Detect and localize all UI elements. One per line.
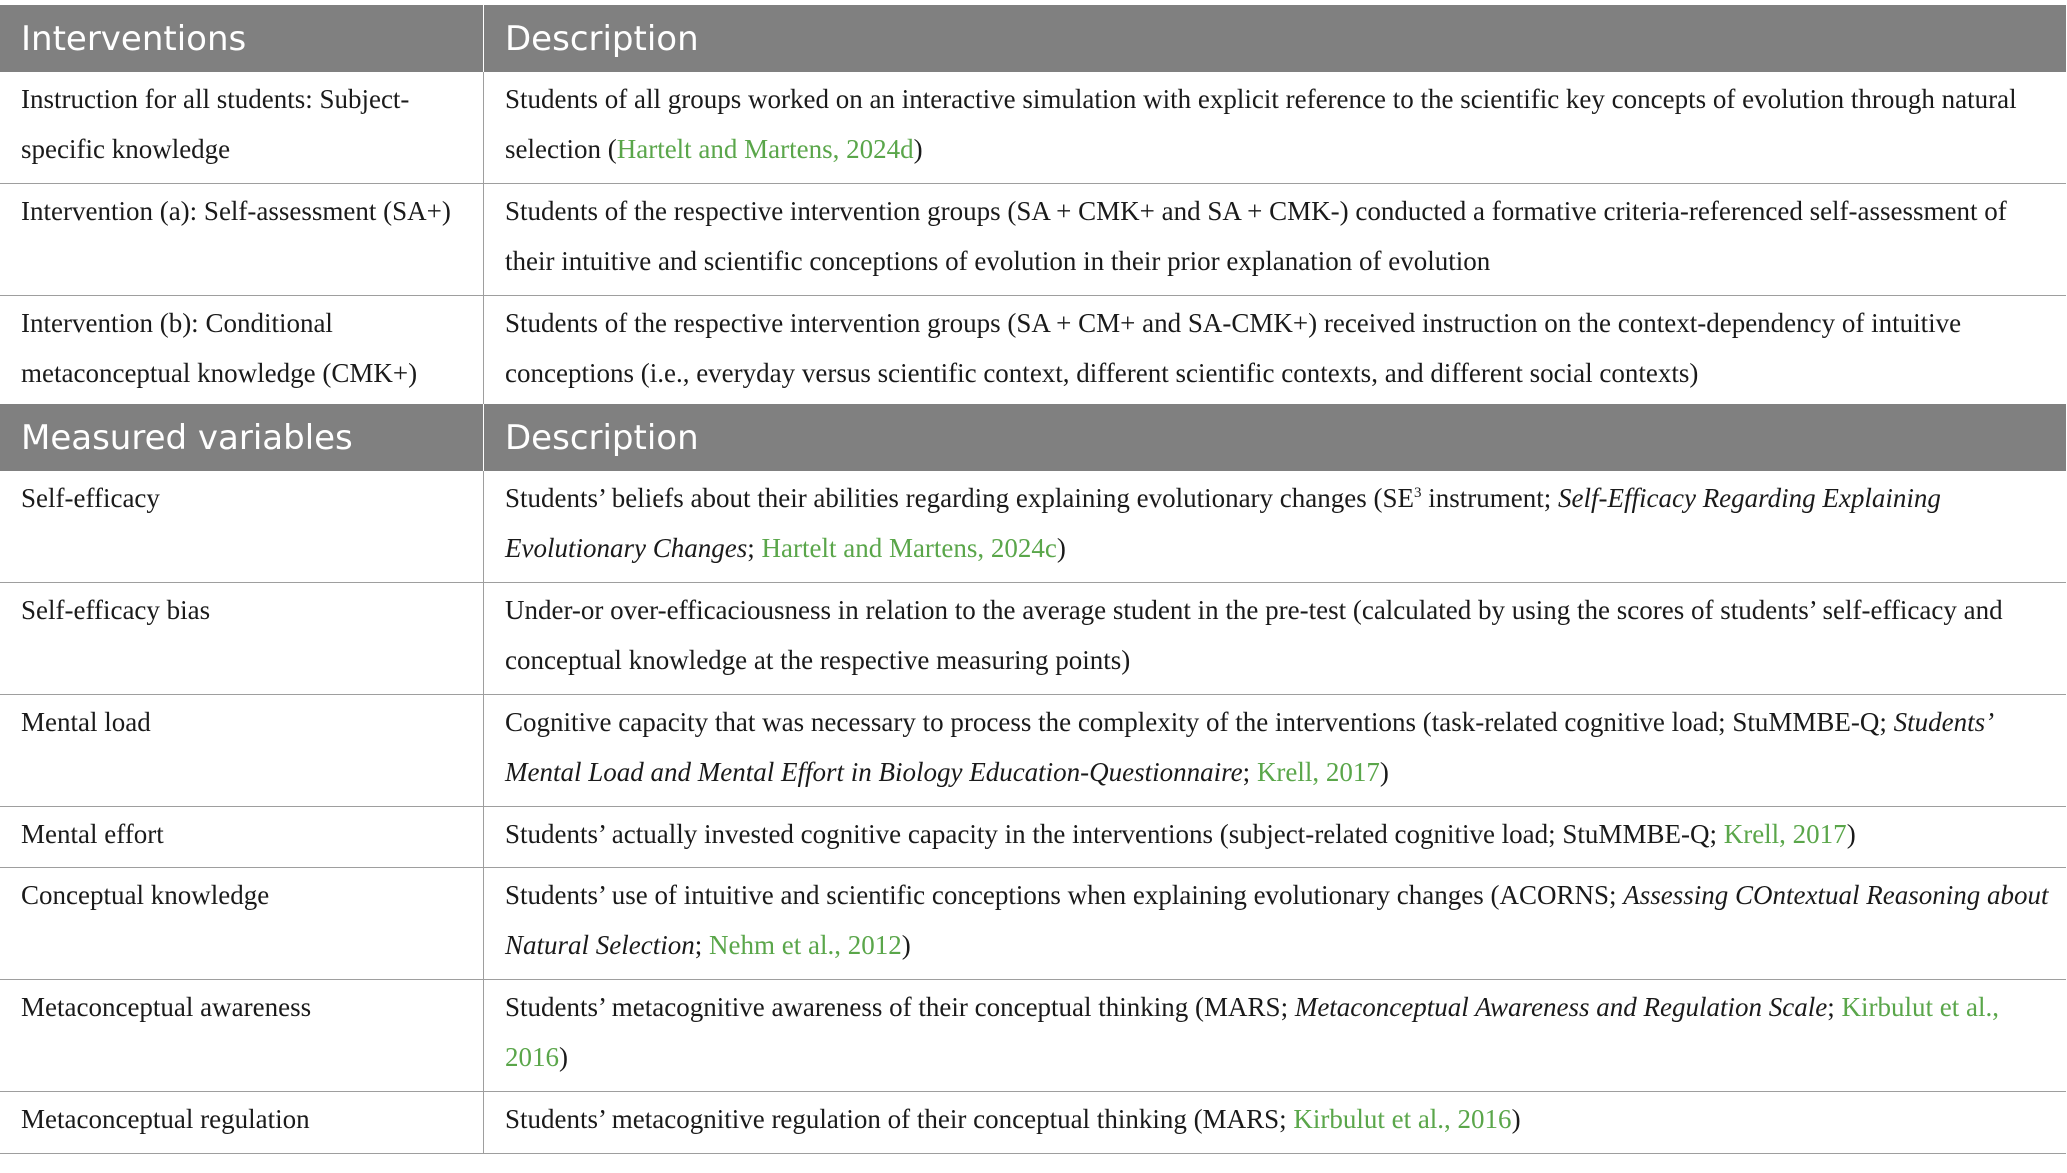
- table-row: [0, 980, 2066, 1092]
- row-description: [484, 807, 2066, 867]
- desc-text: Students’ beliefs about their abilities regarding explaining evolutionary changes (SE: [505, 483, 1415, 513]
- desc-text: Students of all groups worked on an interactive simulation with explicit reference to the scientific key concepts of evolution through natural selection (: [505, 84, 2017, 164]
- table-row: [0, 1092, 2066, 1154]
- instrument-name: Assessing COntextual Reasoning about Natural Selection: [505, 880, 2049, 960]
- row-label: Intervention (b): Conditional metaconceptual knowledge (CMK+): [0, 296, 484, 404]
- table-row: [0, 72, 2066, 184]
- table-row: [0, 184, 2066, 296]
- row-label: Self-efficacy bias: [0, 583, 484, 694]
- table-header-interventions: [0, 5, 2066, 72]
- desc-text-mid: instrument;: [1421, 483, 1559, 513]
- reference-link[interactable]: Hartelt and Martens, 2024d: [616, 134, 914, 164]
- superscript: 3: [1414, 485, 1422, 501]
- row-description: Under-or over-efficaciousness in relation to the average student in the pre-test (calculated by using the scores of students’ self-efficacy and conceptual knowledge at the respective measuring points): [505, 595, 2003, 675]
- reference-link[interactable]: Kirbulut et al., 2016: [1293, 1104, 1512, 1134]
- separator: ;: [747, 533, 762, 563]
- separator: ;: [1827, 992, 1842, 1022]
- desc-text: Students’ use of intuitive and scientific conceptions when explaining evolutionary changes (ACORNS;: [505, 880, 1624, 910]
- table-row: [0, 471, 2066, 583]
- desc-text-end: ): [913, 134, 923, 164]
- row-description: Students of the respective intervention groups (SA + CM+ and SA-CMK+) received instruction on the context-dependency of intuitive conceptions (i.e., everyday versus scientific context, different scientific contexts, and different social contexts): [505, 308, 1962, 388]
- header-interventions: Interventions: [0, 5, 484, 72]
- header-measured-variables: Measured variables: [0, 404, 484, 471]
- desc-text-end: ): [1056, 533, 1066, 563]
- row-description: [484, 1092, 2066, 1153]
- row-description: [484, 471, 2066, 582]
- desc-text: Students’ actually invested cognitive capacity in the interventions (subject-related cognitive load; StuMMBE-Q;: [505, 819, 1724, 849]
- desc-text: Students’ metacognitive regulation of their conceptual thinking (MARS;: [505, 1104, 1294, 1134]
- row-description: Students of the respective intervention groups (SA + CMK+ and SA + CMK-) conducted a formative criteria-referenced self-assessment of their intuitive and scientific conceptions of evolution in their prior explanation of evolution: [505, 196, 2007, 276]
- desc-text-end: ): [1379, 757, 1389, 787]
- row-label: Self-efficacy: [0, 471, 484, 582]
- table-row: [0, 807, 2066, 868]
- instrument-name: Students’ Mental Load and Mental Effort in Biology Education-Questionnaire: [505, 707, 1992, 787]
- desc-text-end: ): [1511, 1104, 1521, 1134]
- header-description: Description: [505, 417, 699, 458]
- row-label: Metaconceptual regulation: [0, 1092, 484, 1153]
- table-row: [0, 296, 2066, 404]
- table-row: [0, 583, 2066, 695]
- row-label: Mental load: [0, 695, 484, 806]
- interventions-table: [0, 5, 2066, 1154]
- row-description: [484, 695, 2066, 806]
- row-label: Instruction for all students: Subject-specific knowledge: [0, 72, 484, 183]
- reference-link[interactable]: Hartelt and Martens, 2024c: [761, 533, 1057, 563]
- row-description: [484, 868, 2066, 979]
- desc-text-end: ): [559, 1042, 568, 1072]
- instrument-name: Metaconceptual Awareness and Regulation Scale: [1294, 992, 1828, 1022]
- desc-text: Cognitive capacity that was necessary to process the complexity of the interventions (task-related cognitive load; StuMMBE-Q;: [505, 707, 1894, 737]
- row-label: Conceptual knowledge: [0, 868, 484, 979]
- separator: ;: [1242, 757, 1257, 787]
- row-label: Intervention (a): Self-assessment (SA+): [0, 184, 484, 295]
- row-label: Metaconceptual awareness: [0, 980, 484, 1091]
- reference-link[interactable]: Kirbulut et al., 2016: [505, 992, 1999, 1072]
- header-description: Description: [505, 18, 699, 59]
- desc-text-end: ): [901, 930, 911, 960]
- row-label: Mental effort: [0, 807, 484, 867]
- reference-link[interactable]: Nehm et al., 2012: [709, 930, 902, 960]
- row-description: [484, 72, 2066, 183]
- row-description: [484, 980, 2066, 1091]
- reference-link[interactable]: Krell, 2017: [1256, 757, 1380, 787]
- desc-text-end: ): [1846, 819, 1856, 849]
- table-row: [0, 868, 2066, 980]
- separator: ;: [694, 930, 709, 960]
- instrument-name: Self-Efficacy Regarding Explaining Evolutionary Changes: [505, 483, 1941, 563]
- table-row: [0, 695, 2066, 807]
- desc-text: Students’ metacognitive awareness of their conceptual thinking (MARS;: [505, 992, 1295, 1022]
- table-header-measured-variables: [0, 404, 2066, 471]
- reference-link[interactable]: Krell, 2017: [1723, 819, 1847, 849]
